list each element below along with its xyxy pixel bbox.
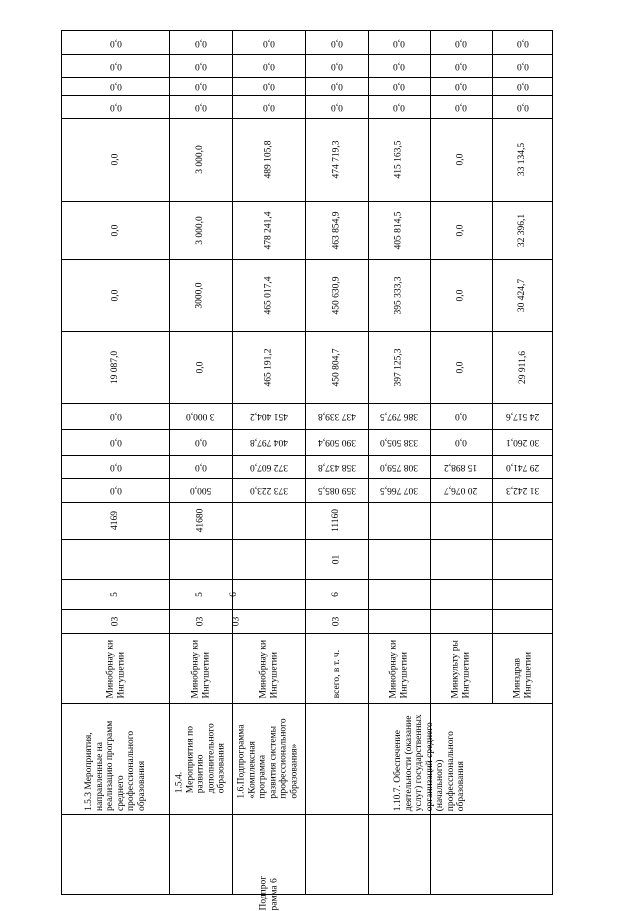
executor-cell: всего, в т. ч. <box>331 649 342 698</box>
executor-cell: Минобрнау ки Ингушетии <box>190 639 211 698</box>
value-cell: 0,0 <box>517 60 529 71</box>
value-cell: 500,0 <box>189 485 212 495</box>
executor-cell: Минздрав Ингушетии <box>512 651 533 698</box>
value-cell: 0,0 <box>262 81 275 91</box>
value-cell: 3 000,0 <box>186 411 215 421</box>
value-cell: 0,0 <box>262 60 275 71</box>
value-cell: 0,0 <box>109 101 122 112</box>
value-cell: 338 505,0 <box>380 437 418 447</box>
value-cell: 33 134,5 <box>517 142 528 177</box>
value-cell: 478 241,4 <box>263 211 273 249</box>
value-cell: 0,0 <box>195 361 205 373</box>
value-cell: 30 260,1 <box>506 437 540 447</box>
budget-table <box>61 30 553 911</box>
value-cell: 358 437,8 <box>317 461 356 472</box>
value-cell: 0,0 <box>393 101 405 112</box>
value-cell: 0,0 <box>109 411 122 421</box>
value-cell: 20 076,7 <box>444 485 478 495</box>
value-cell: 465 017,4 <box>263 276 273 314</box>
value-cell: 0,0 <box>194 461 207 472</box>
value-cell: 390 509,4 <box>317 437 356 447</box>
code-cell: 03 <box>110 616 120 626</box>
value-cell: 395 333,3 <box>393 276 404 314</box>
value-cell: 386 797,5 <box>380 411 418 421</box>
value-cell: 0,0 <box>109 81 122 91</box>
value-cell: 465 191,2 <box>263 348 273 386</box>
value-cell: 0,0 <box>110 224 120 236</box>
code-cell: 41680 <box>195 508 205 533</box>
value-cell: 0,0 <box>517 101 529 112</box>
value-cell: 0,0 <box>455 411 467 421</box>
value-cell: 397 125,3 <box>393 348 404 386</box>
measure-name: 1.10.7. Обеспечение деятельности (оказание услуг) государственных организаций среднего (начального) профессионального образования <box>392 714 466 811</box>
value-cell: 0,0 <box>330 101 343 112</box>
executor-cell: Минкульту ры Ингушетии <box>450 639 471 698</box>
measure-name: 1.6.Подпрограмма «Комплексная программа развития системы профессионального образования» <box>237 718 300 799</box>
value-cell: 0,0 <box>517 81 529 91</box>
executor-cell: Минобрнау ки Ингушетии <box>105 639 126 698</box>
value-cell: 0,0 <box>330 81 343 91</box>
value-cell: 0,0 <box>110 289 120 301</box>
code-cell: 6 <box>228 591 239 597</box>
value-cell: 0,0 <box>455 153 466 166</box>
value-cell: 15 898,2 <box>444 461 478 472</box>
measure-name: 1.5.3 Мероприятия, направленные на реализацию программ среднего профессионального образования <box>84 720 147 811</box>
value-cell: 437 339,8 <box>317 411 356 421</box>
value-cell: 0,0 <box>455 37 467 48</box>
value-cell: 0,0 <box>194 37 207 48</box>
value-cell: 373 223,0 <box>249 485 288 495</box>
value-cell: 474 719,3 <box>331 140 341 179</box>
value-cell: 359 085,5 <box>317 485 356 495</box>
executor-cell: Минобрнау ки Ингушетии <box>388 639 409 698</box>
value-cell: 3000,0 <box>195 281 205 309</box>
value-cell: 0,0 <box>262 37 275 48</box>
value-cell: 30 424,7 <box>517 278 528 312</box>
value-cell: 0,0 <box>455 224 466 236</box>
value-cell: 32 396,1 <box>517 213 528 247</box>
value-cell: 307 766,5 <box>380 485 418 495</box>
value-cell: 0,0 <box>194 81 207 91</box>
value-cell: 0,0 <box>455 289 466 301</box>
value-cell: 404 797,8 <box>249 437 288 447</box>
value-cell: 0,0 <box>194 60 207 71</box>
value-cell: 372 607,0 <box>249 461 288 472</box>
code-cell: 5 <box>195 591 205 597</box>
row-divider <box>62 814 552 815</box>
value-cell: 308 759,0 <box>380 461 418 472</box>
value-cell: 0,0 <box>330 37 343 48</box>
value-cell: 0,0 <box>455 361 466 373</box>
value-cell: 451 404,2 <box>249 411 288 421</box>
code-cell: 4169 <box>110 511 120 530</box>
code-cell: 03 <box>231 616 242 626</box>
value-cell: 31 242,3 <box>506 485 540 495</box>
code-cell: 03 <box>195 616 205 626</box>
value-cell: 0,0 <box>393 60 405 71</box>
value-cell: 3 000,0 <box>195 145 205 174</box>
code-cell: 11160 <box>330 508 341 533</box>
value-cell: 0,0 <box>109 461 122 472</box>
value-cell: 0,0 <box>194 101 207 112</box>
value-cell: 0,0 <box>109 437 122 447</box>
code-cell: 03 <box>331 616 341 626</box>
value-cell: 0,0 <box>330 60 343 71</box>
value-cell: 3 000,0 <box>195 215 205 245</box>
value-cell: 0,0 <box>262 101 275 112</box>
value-cell: 0,0 <box>455 81 467 91</box>
value-cell: 0,0 <box>517 37 529 48</box>
value-cell: 0,0 <box>393 37 405 48</box>
value-cell: 24 517,6 <box>506 411 540 421</box>
value-cell: 0,0 <box>455 101 467 112</box>
code-cell: 6 <box>331 591 341 597</box>
subprogram-label: Подпрог рамма 6 <box>258 875 279 911</box>
value-cell: 450 804,7 <box>331 348 341 386</box>
value-cell: 0,0 <box>393 81 405 91</box>
value-cell: 29 911,6 <box>517 350 528 384</box>
code-cell: 01 <box>331 554 341 564</box>
value-cell: 415 163,5 <box>393 140 404 179</box>
executor-cell: Минобрнау ки Ингушетии <box>258 639 279 698</box>
measure-name: 1.5.4. Мероприятия по развитию дополнительного образования <box>174 723 227 794</box>
value-cell: 0,0 <box>455 60 467 71</box>
value-cell: 0,0 <box>109 60 122 71</box>
value-cell: 19 087,0 <box>110 350 120 384</box>
value-cell: 29 741,0 <box>506 461 540 472</box>
value-cell: 0,0 <box>194 437 207 447</box>
value-cell: 405 814,5 <box>393 211 404 249</box>
value-cell: 489 105,8 <box>263 140 273 179</box>
value-cell: 0,0 <box>455 437 467 447</box>
value-cell: 0,0 <box>109 37 122 48</box>
value-cell: 0,0 <box>109 485 122 495</box>
value-cell: 450 630,9 <box>331 276 341 314</box>
value-cell: 0,0 <box>110 153 120 166</box>
code-cell: 5 <box>110 591 120 597</box>
value-cell: 463 854,9 <box>331 211 341 249</box>
